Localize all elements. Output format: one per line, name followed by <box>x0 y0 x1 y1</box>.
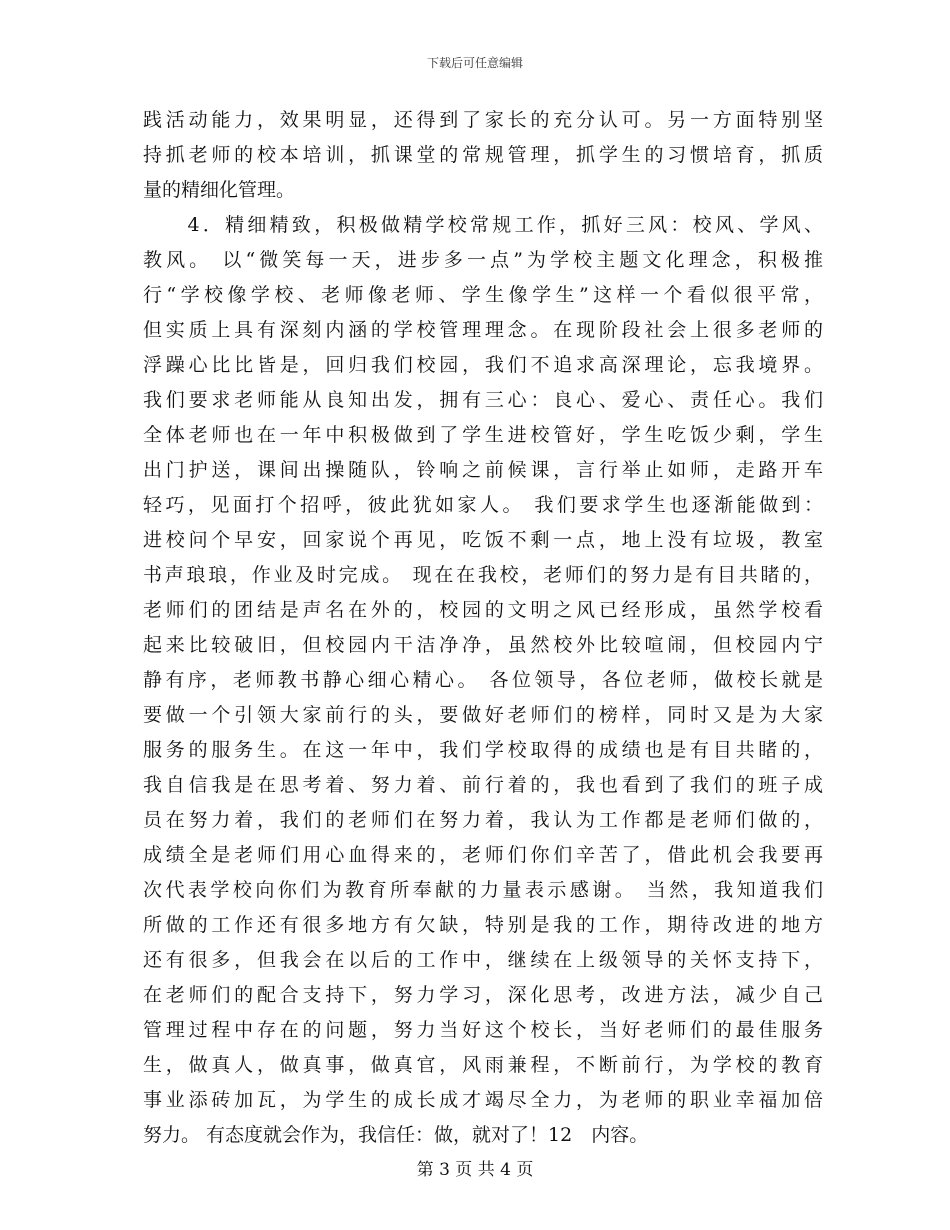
body-line: 持抓老师的校本培训，抓课堂的常规管理，抓学生的习惯培育，抓质 <box>143 144 823 166</box>
body-line: 我自信我是在思考着、努力着、前行着的，我也看到了我们的班子成 <box>143 774 823 796</box>
body-line: 在老师们的配合支持下，努力学习，深化思考，改进方法，减少自己 <box>143 984 823 1006</box>
body-line: 起来比较破旧，但校园内干洁净净，虽然校外比较喧闹，但校园内宁 <box>143 634 823 656</box>
body-line: 行“学校像学校、老师像老师、学生像学生”这样一个看似很平常， <box>143 284 823 306</box>
body-line: 但实质上具有深刻内涵的学校管理理念。在现阶段社会上很多老师的 <box>143 319 823 341</box>
body-line: 践活动能力，效果明显，还得到了家长的充分认可。另一方面特别坚 <box>143 109 823 131</box>
body-line: 员在努力着，我们的老师们在努力着，我认为工作都是老师们做的， <box>143 809 823 831</box>
body-line: 全体老师也在一年中积极做到了学生进校管好，学生吃饭少剩，学生 <box>143 424 823 446</box>
body-line: 次代表学校向你们为教育所奉献的力量表示感谢。 当然，我知道我们 <box>143 879 823 901</box>
body-line: 量的精细化管理。 <box>143 179 296 201</box>
body-line: 老师们的团结是声名在外的，校园的文明之风已经形成，虽然学校看 <box>143 599 823 621</box>
body-line: 轻巧，见面打个招呼，彼此犹如家人。 我们要求学生也逐渐能做到： <box>143 494 823 516</box>
body-line: 浮躁心比比皆是，回归我们校园，我们不追求高深理论，忘我境界。 <box>143 354 823 376</box>
body-line: 进校问个早安，回家说个再见，吃饭不剩一点，地上没有垃圾，教室 <box>143 529 823 551</box>
page-footer: 第 3 页 共 4 页 <box>416 1160 534 1180</box>
body-line: 要做一个引领大家前行的头，要做好老师们的榜样，同时又是为大家 <box>143 704 823 726</box>
body-line: 我们要求老师能从良知出发，拥有三心：良心、爱心、责任心。我们 <box>143 389 823 411</box>
body-line: 还有很多，但我会在以后的工作中，继续在上级领导的关怀支持下， <box>143 949 823 971</box>
body-line: 生，做真人，做真事，做真官，风雨兼程，不断前行，为学校的教育 <box>143 1054 823 1076</box>
body-line: 所做的工作还有很多地方有欠缺，特别是我的工作，期待改进的地方 <box>143 914 823 936</box>
body-line: 教风。 以“微笑每一天，进步多一点”为学校主题文化理念，积极推 <box>143 249 823 271</box>
body-line: 事业添砖加瓦，为学生的成长成才竭尽全力，为老师的职业幸福加倍 <box>143 1089 823 1111</box>
body-line: 努力。 有态度就会作为，我信任：做，就对了！12 内容。 <box>143 1124 649 1146</box>
header-note: 下载后可任意编辑 <box>426 56 523 70</box>
body-line: 服务的服务生。在这一年中，我们学校取得的成绩也是有目共睹的， <box>143 739 823 761</box>
body-text <box>143 103 823 1153</box>
body-line: 书声琅琅，作业及时完成。 现在在我校，老师们的努力是有目共睹的， <box>143 564 823 586</box>
body-line: 出门护送，课间出操随队，铃响之前候课，言行举止如师，走路开车 <box>143 459 823 481</box>
body-line: 成绩全是老师们用心血得来的，老师们你们辛苦了，借此机会我要再 <box>143 844 823 866</box>
body-line: 4．精细精致，积极做精学校常规工作，抓好三风：校风、学风、 <box>143 214 823 236</box>
body-line: 管理过程中存在的问题，努力当好这个校长，当好老师们的最佳服务 <box>143 1019 823 1041</box>
body-line: 静有序，老师教书静心细心精心。 各位领导，各位老师，做校长就是 <box>143 669 823 691</box>
